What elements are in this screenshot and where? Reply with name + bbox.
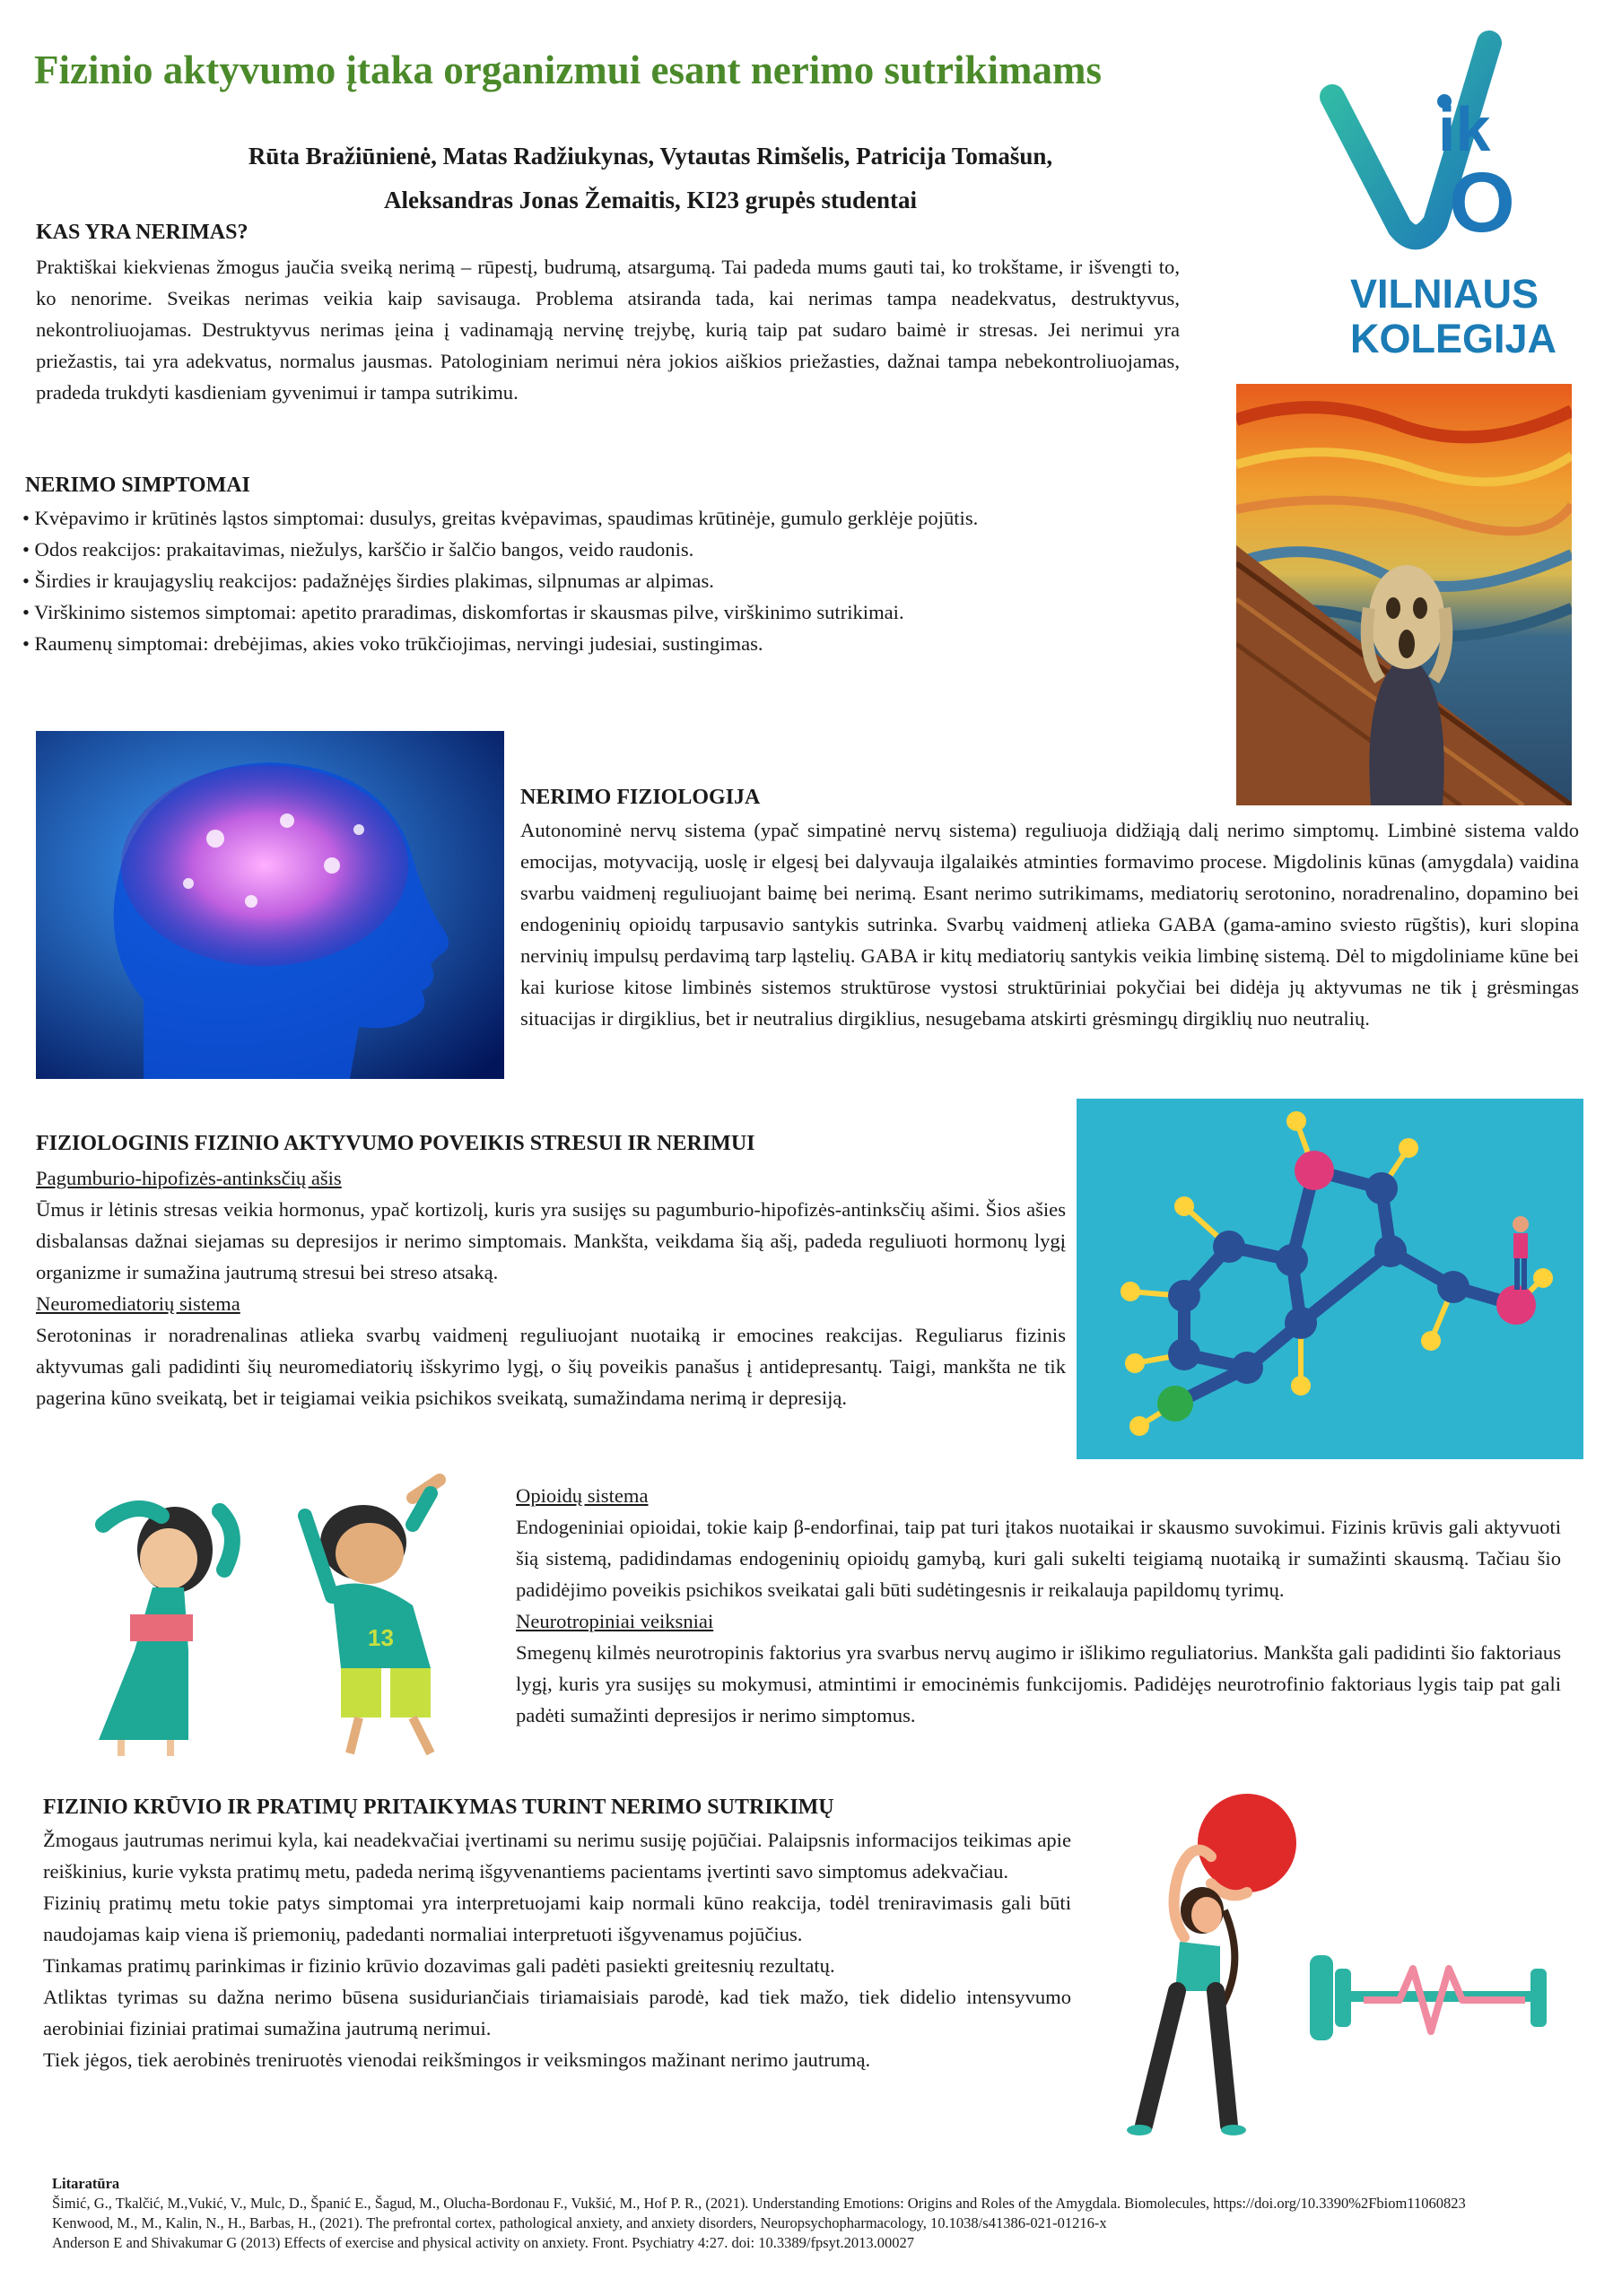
- exercise-paragraph: Tiek jėgos, tiek aerobinės treniruotės vienodai reikšmingos ir veiksmingos mažinant nerimo jautrumą.: [43, 2048, 871, 2071]
- symptom-item: • Raumenų simptomai: drebėjimas, akies voko trūkčiojimas, nervingi judesiai, sustingimas.: [22, 632, 763, 655]
- symptom-item: • Kvėpavimo ir krūtinės ląstos simptomai: dusulys, greitas kvėpavimas, spaudimas krūtinėje, gumulo gerklėje pojūtis.: [22, 507, 979, 529]
- brain-head-image: [36, 731, 504, 1079]
- symptom-item: • Virškinimo sistemos simptomai: apetito praradimas, diskomfortas ir skausmas pilve, virškinimo sutrikimai.: [22, 601, 904, 623]
- hpa-axis-text: Ūmus ir lėtinis stresas veikia hormonus, ypač kortizolį, kuris yra susijęs su pagumburio-hipofizės-antinksčių ašimi. Šios ašies disbalansas dažnai siejamas su depresijos ir nerimo simptomais. Mankšta, veikdama šią ašį, padeda reguliuoti hormonų lygį organizme ir sumažina jautrumą stresui bei streso atsaką.: [36, 1198, 1066, 1283]
- exercise-paragraph: Fizinių pratimų metu tokie patys simptomai yra interpretuojami kaip normali kūno reakcija, todėl treniravimasis gali būti naudojamas kaip viena iš priemonių, padedanti normaliai interpretuoti išgyvenamus pojūčius.: [43, 1892, 1071, 1945]
- hpa-axis-subheading: Pagumburio-hipofizės-antinksčių ašis: [36, 1167, 342, 1189]
- symptom-item: • Odos reakcijos: prakaitavimas, niežulys, karščio ir šalčio bangos, veido raudonis.: [22, 538, 694, 561]
- stretching-kids-image: [36, 1471, 502, 1767]
- logo-text: [1350, 271, 1557, 361]
- symptom-item: • Širdies ir kraujagyslių reakcijos: padažnėjęs širdies plakimas, silpnumas ar alpimas.: [22, 570, 714, 592]
- viko-logo-mark-icon: [1314, 25, 1548, 267]
- vilniaus-kolegija-logo: [1314, 25, 1557, 366]
- stretching-kids-illustration-icon: [36, 1471, 502, 1767]
- physiology-heading: NERIMO FIZIOLOGIJA: [520, 786, 761, 809]
- effect-block-2: [516, 1480, 1561, 1731]
- exercise-text: [43, 1824, 1071, 2075]
- authors-line-1: Rūta Bražiūnienė, Matas Radžiukynas, Vytautas Rimšelis, Patricija Tomašun,: [248, 143, 1053, 170]
- woman-exercise-illustration-icon: [1094, 1785, 1561, 2144]
- neurotransmitter-subheading: Neuromediatorių sistema: [36, 1292, 240, 1315]
- effect-heading: FIZIOLOGINIS FIZINIO AKTYVUMO POVEIKIS STRESUI IR NERIMUI: [36, 1132, 755, 1155]
- woman-exercise-ball-image: [1094, 1785, 1561, 2144]
- brain-illustration-icon: [36, 731, 504, 1079]
- authors: [0, 135, 1301, 222]
- molecule-image: [1077, 1099, 1583, 1459]
- neurotrophic-text: Smegenų kilmės neurotropinis faktorius yra svarbus nervų augimo ir išlikimo reguliatorius. Mankšta gali padidinti šio faktoriaus lygį, kuris yra susijęs su mokymusi, atmintimi ir emocinėmis funkcijomis. Padidėjęs neurotrofinio faktoriaus lygis taip pat gali padėti sumažinti depresijos ir nerimo simptomus.: [516, 1641, 1561, 1726]
- exercise-heading: FIZINIO KRŪVIO IR PRATIMŲ PRITAIKYMAS TURINT NERIMO SUTRIKIMŲ: [43, 1796, 834, 1819]
- logo-line-1: VILNIAUS: [1350, 271, 1539, 317]
- logo-line-2: KOLEGIJA: [1350, 316, 1557, 361]
- logo-ik: ik: [1438, 94, 1491, 164]
- references: [52, 2174, 1595, 2253]
- exercise-paragraph: Tinkamas pratimų parinkimas ir fizinio krūvio dozavimas gali padėti pasiekti greitesnių rezultatų.: [43, 1954, 835, 1977]
- reference-item: Anderson E and Shivakumar G (2013) Effects of exercise and physical activity on anxiety. Front. Psychiatry 4:27. doi: 10.3389/fpsyt.2013.00027: [52, 2234, 914, 2251]
- scream-illustration-icon: [1236, 384, 1572, 805]
- poster-title: Fizinio aktyvumo įtaka organizmui esant nerimo sutrikimams: [34, 48, 1102, 92]
- effect-block-1: [36, 1162, 1066, 1413]
- exercise-paragraph: Žmogaus jautrumas nerimui kyla, kai neadekvačiai įvertinami su nerimu susiję pojūčiai. Palaipsnis informacijos teikimas apie reiškinius, kurie vyksta pratimų metu, padeda nerimą išgyvenantiems pacientams įvertinti savo simptomus adekvačiau.: [43, 1829, 1071, 1883]
- symptoms-heading: NERIMO SIMPTOMAI: [25, 474, 250, 497]
- opioid-text: Endogeniniai opioidai, tokie kaip β-endorfinai, taip pat turi įtakos nuotaikai ir skausmo suvokimui. Fizinis krūvis gali aktyvuoti šią sistemą, padidindamas endogeninių opioidų gamybą, kuri gali sukelti teigiamą nuotaiką ir sumažinti skausmą. Tačiau šio padidėjimo poveikis psichikos sveikatai gali būti sudėtingesnis ir reikalauja papildomų tyrimų.: [516, 1516, 1561, 1601]
- logo-o: O: [1449, 155, 1515, 250]
- svg-text:13: 13: [368, 1624, 394, 1651]
- what-text: Praktiškai kiekvienas žmogus jaučia sveiką nerimą – rūpestį, budrumą, atsargumą. Tai padeda mums gauti tai, ko trokštame, ir išvengti to, ko nenorime. Sveikas nerimas veikia kaip savisauga. Problema atsiranda tada, kai nerimas tampa neadekvatus, destruktyvus, nekontroliuojamas. Destruktyvus nerimas įeina į vadinamąją nervinę trejybę, kurią taip pat sudaro baimė ir stresas. Jei nerimui yra priežastis, tai yra adekvatus, normalus jausmas. Patologiniam nerimui nėra jokios aiškios priežasties, dažnai tampa nebekontroliuojamas, pradeda trukdyti kasdieniam gyvenimui ir tampa sutrikimu.: [36, 256, 1180, 404]
- opioid-subheading: Opioidų sistema: [516, 1484, 649, 1507]
- what-heading: KAS YRA NERIMAS?: [36, 221, 249, 244]
- neurotrophic-subheading: Neurotropiniai veiksniai: [516, 1610, 714, 1632]
- authors-line-2: Aleksandras Jonas Žemaitis, KI23 grupės studentai: [383, 187, 918, 213]
- reference-item: Šimić, G., Tkalčić, M.,Vukić, V., Mulc, D., Španić E., Šagud, M., Olucha-Bordonau F., Vukšić, M., Hof P. R., (2021). Understanding Emotions: Origins and Roles of the Amygdala. Biomolecules, https://doi.org/10.3390%2Fbiom11060823: [52, 2195, 1466, 2212]
- references-heading: Litaratūra: [52, 2175, 120, 2192]
- symptoms-list: [22, 502, 1180, 659]
- molecule-illustration-icon: [1077, 1099, 1583, 1459]
- reference-item: Kenwood, M., M., Kalin, N., H., Barbas, H., (2021). The prefrontal cortex, pathological anxiety, and anxiety disorders, Neuropsychopharmacology, 10.1038/s41386-021-01216-x: [52, 2214, 1107, 2231]
- exercise-paragraph: Atliktas tyrimas su dažna nerimo būsena susiduriančiais tiriamaisiais parodė, kad tiek mažo, tiek didelio intensyvumo aerobiniai fiziniai pratimai sumažina jautrumą nerimui.: [43, 1986, 1071, 2039]
- scream-painting-image: [1236, 384, 1572, 805]
- neurotransmitter-text: Serotoninas ir noradrenalinas atlieka svarbų vaidmenį reguliuojant nuotaiką ir emocines reakcijas. Reguliarus fizinis aktyvumas gali padidinti šių neuromediatorių išskyrimo lygį, o šių poveikis panašus į antidepresantų. Taigi, mankšta ne tik pagerina kūno sveikatą, bet ir teigiamai veikia psichikos sveikatą, sumažindama nerimą ir depresiją.: [36, 1324, 1066, 1409]
- physiology-text: Autonominė nervų sistema (ypač simpatinė nervų sistema) reguliuoja didžiąją dalį nerimo simptomų. Limbinė sistema valdo emocijas, motyvaciją, uoslę ir elgesį bei dalyvauja ilgalaikės atminties formavimo procese. Migdolinis kūnas (amygdala) vaidina svarbu vaidmenį reguliuojant baimę bei nerimą. Esant nerimo sutrikimams, mediatorių serotonino, noradrenalino, dopamino bei endogeninių opioidų tarpusavio santykis sutrinka. Svarbų vaidmenį atlieka GABA (gama-amino sviesto rūgštis), kuri slopina nervinių impulsų perdavimą tarp ląstelių. GABA ir kitų mediatorių santykis veikia limbinę sistemą. Dėl to migdoliniame kūne bei kai kuriose kitose limbinės sistemos struktūrose vystosi struktūriniai pokyčiai bei didėja jų aktyvumas ne tik į grėsmingas situacijas ir dirgiklius, bet ir neutralius dirgiklius, nesugebama atskirti grėsmingų dirgiklių nuo neutralių.: [520, 819, 1579, 1030]
